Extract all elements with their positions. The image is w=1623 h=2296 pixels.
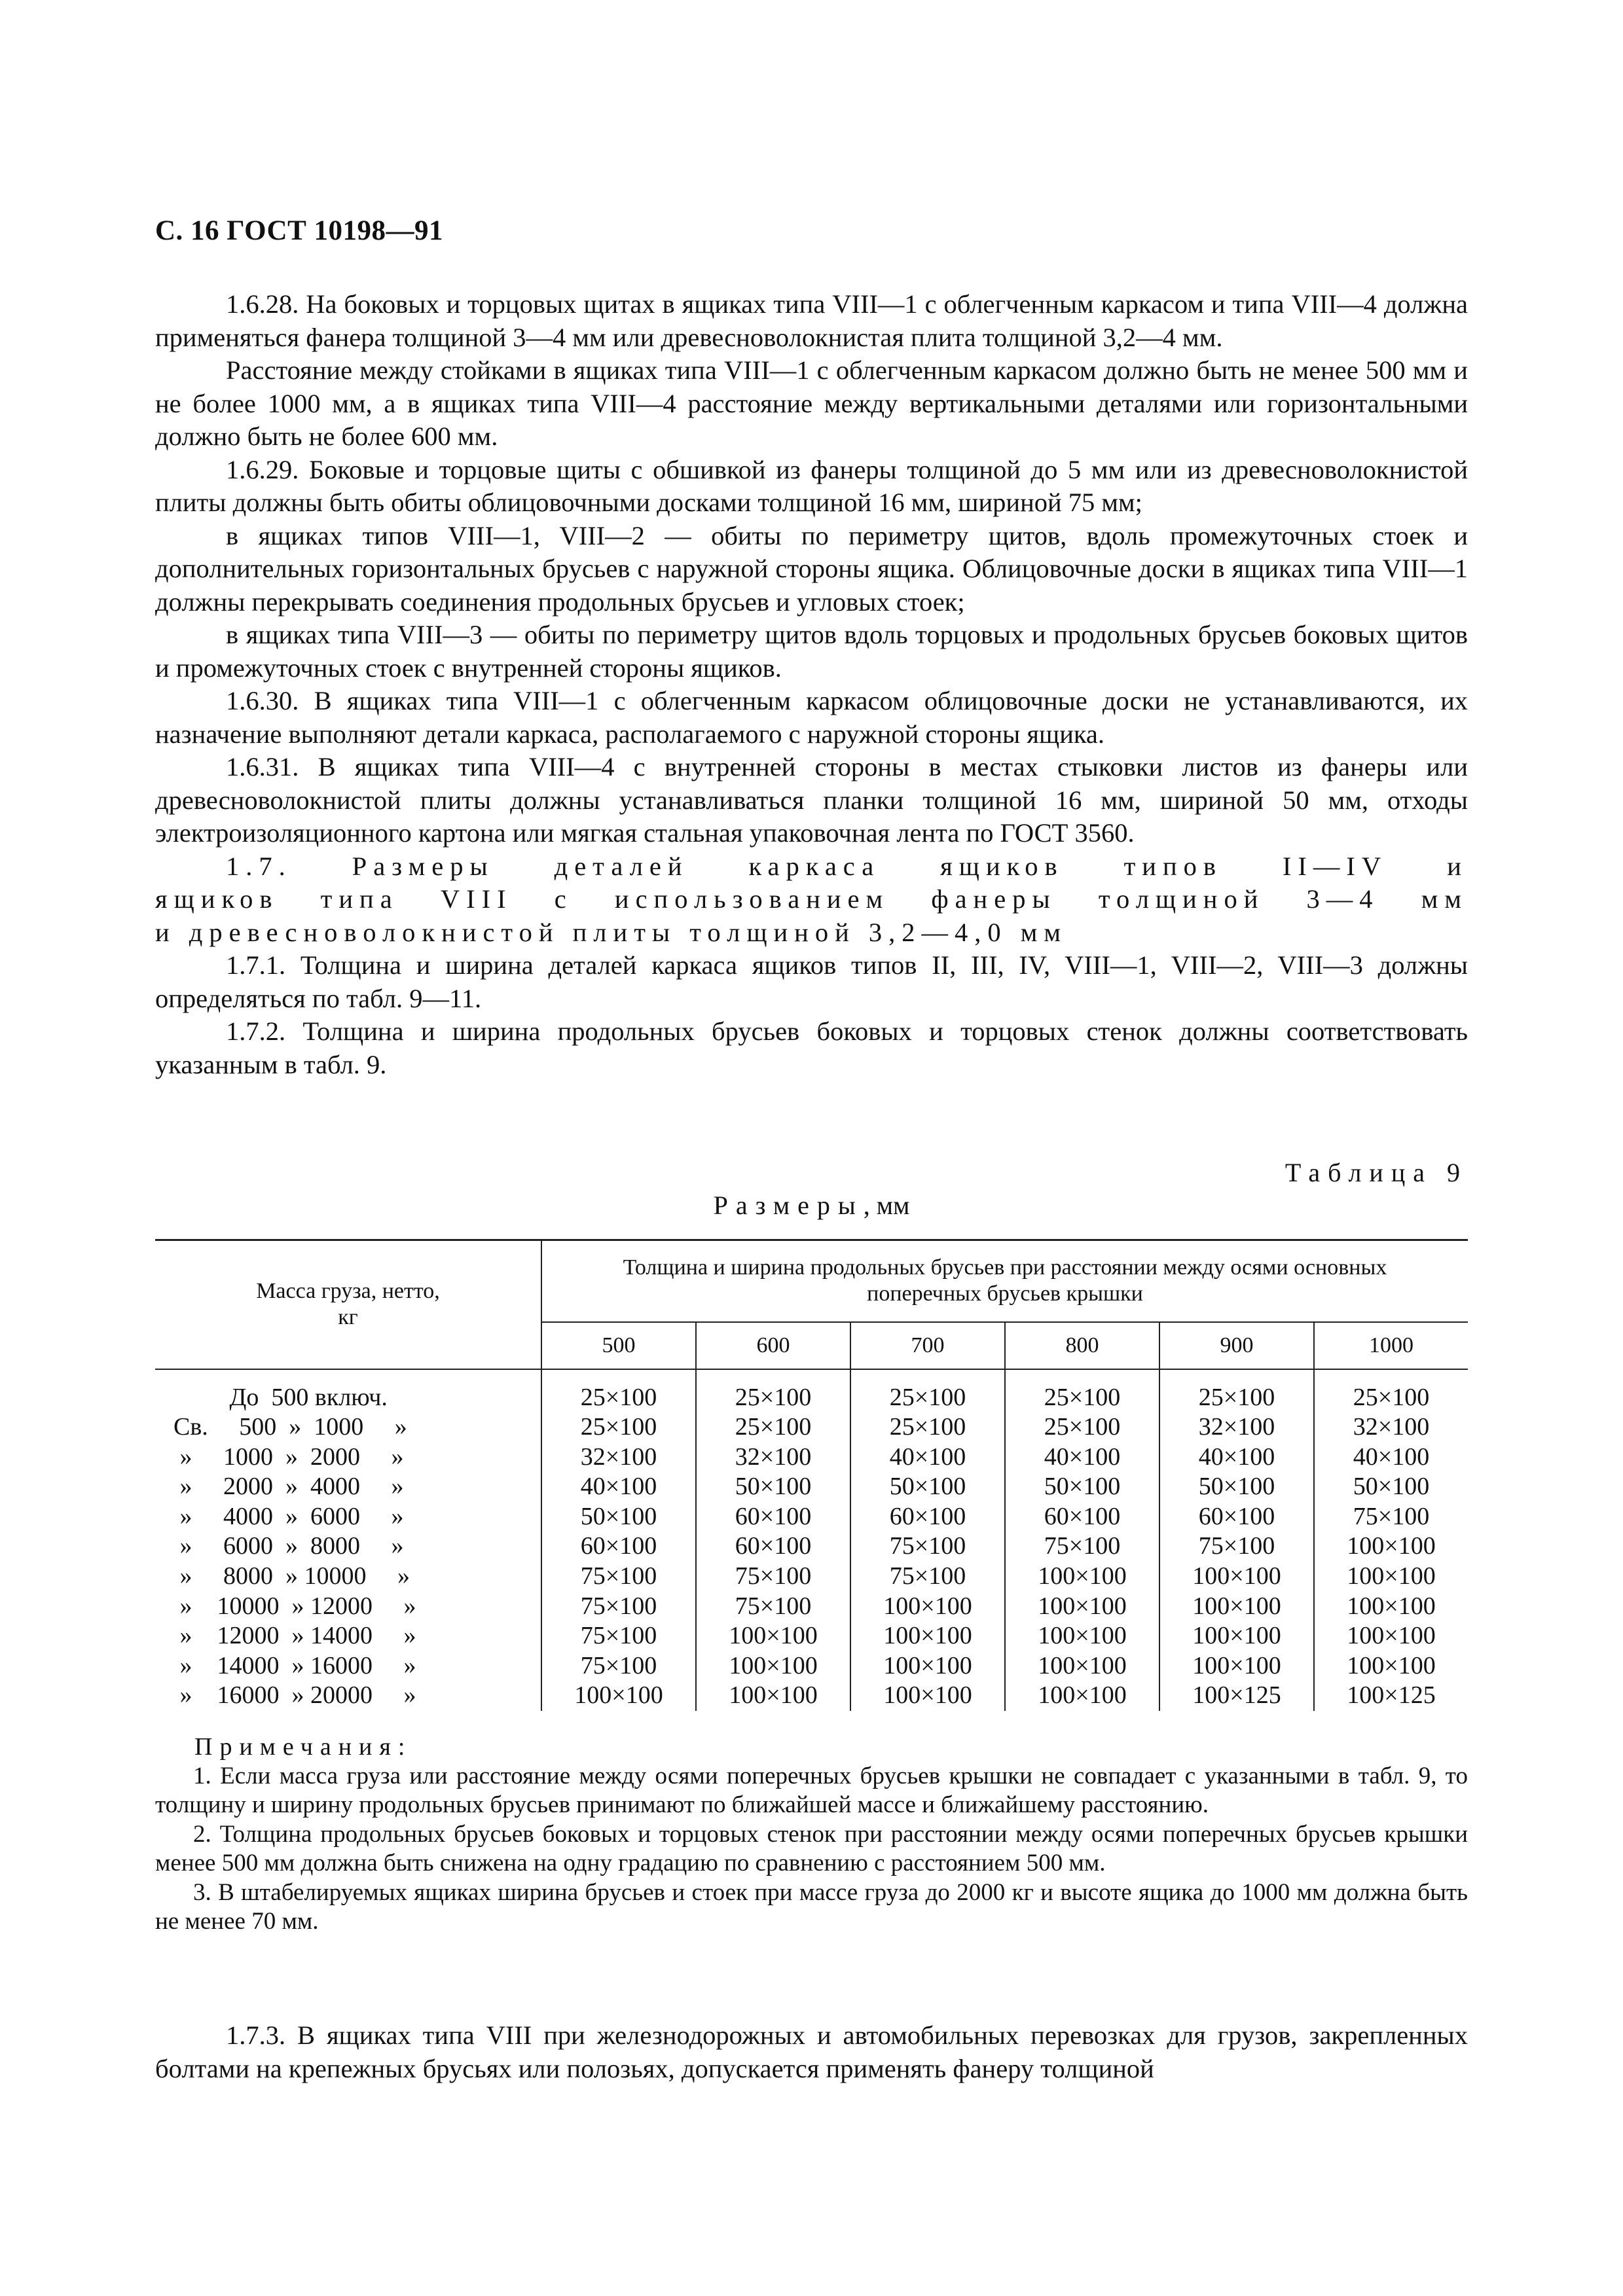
mass-cell: » 10000 » 12000 » [173, 1592, 416, 1620]
value-cell: 100×100 [850, 1592, 1005, 1622]
header-distance: 900 [1159, 1322, 1314, 1369]
table-row [155, 1562, 1468, 1592]
value-cell: 100×100 [1005, 1562, 1159, 1592]
header-distance: 1000 [1314, 1322, 1468, 1369]
value-cell: 75×100 [696, 1562, 850, 1592]
value-cell: 25×100 [696, 1412, 850, 1443]
value-cell: 100×100 [1314, 1562, 1468, 1592]
table-row [155, 1472, 1468, 1502]
value-cell: 100×100 [541, 1681, 696, 1711]
mass-cell: » 1000 » 2000 » [173, 1443, 404, 1471]
value-cell: 100×100 [696, 1651, 850, 1681]
value-cell: 75×100 [1159, 1532, 1314, 1562]
header-group: Толщина и ширина продольных брусьев при расстоянии между осями основных поперечных брусьев крышки [541, 1240, 1468, 1322]
value-cell: 50×100 [1005, 1472, 1159, 1502]
paragraph-distance: Расстояние между стойками в ящиках типа VIII—1 с облегченным каркасом должно быть не менее 500 мм и не более 1000 мм, а в ящиках типа VIII—4 расстояние между вертикальными деталями или горизонтальными должно быть не более 600 мм. [155, 355, 1468, 451]
value-cell: 50×100 [1314, 1472, 1468, 1502]
value-cell: 25×100 [696, 1369, 850, 1413]
mass-cell: До 500 включ. [173, 1383, 388, 1411]
table-units-word: Размеры [713, 1191, 864, 1220]
table-row [155, 1681, 1468, 1711]
value-cell: 75×100 [1005, 1532, 1159, 1562]
value-cell: 100×100 [1314, 1532, 1468, 1562]
value-cell: 100×100 [1159, 1592, 1314, 1622]
value-cell: 40×100 [1314, 1443, 1468, 1473]
note-2: 2. Толщина продольных брусьев боковых и торцовых стенок при расстоянии между осями поперечных брусьев крышки менее 500 мм должна быть снижена на одну градацию по сравнению с расстоянием 500 мм. [155, 1820, 1468, 1876]
value-cell: 100×100 [1005, 1681, 1159, 1711]
value-cell: 100×125 [1314, 1681, 1468, 1711]
table-row [155, 1443, 1468, 1473]
value-cell: 40×100 [1005, 1443, 1159, 1473]
value-cell: 50×100 [1159, 1472, 1314, 1502]
value-cell: 50×100 [541, 1502, 696, 1532]
table-row [155, 1621, 1468, 1651]
paragraph-types-viii-1-2: в ящиках типов VIII—1, VIII—2 — обиты по периметру щитов, вдоль промежуточных стоек и дополнительных горизонтальных брусьев с наружной стороны ящика. Облицовочные доски в ящиках типа VIII—1 должны перекрывать соединения продольных брусьев и угловых стоек; [155, 520, 1468, 617]
table-9 [155, 1239, 1468, 1711]
value-cell: 60×100 [1159, 1502, 1314, 1532]
header-mass: Масса груза, нетто, кг [155, 1240, 541, 1369]
value-cell: 40×100 [850, 1443, 1005, 1473]
value-cell: 25×100 [541, 1369, 696, 1413]
value-cell: 100×100 [850, 1681, 1005, 1711]
value-cell: 100×100 [1314, 1592, 1468, 1622]
value-cell: 75×100 [696, 1592, 850, 1622]
value-cell: 75×100 [541, 1562, 696, 1592]
value-cell: 32×100 [696, 1443, 850, 1473]
value-cell: 75×100 [541, 1592, 696, 1622]
section-1-7-heading-line2: ящиков типа VIII с использованием фанеры толщиной 3—4 мм [155, 884, 1468, 914]
section-1-7-heading-line1: 1.7. Размеры деталей каркаса ящиков типов II—IV и [226, 851, 1468, 881]
value-cell: 25×100 [1005, 1412, 1159, 1443]
paragraph-1-7-3: 1.7.3. В ящиках типа VIII при железнодорожных и автомобильных перевозках для грузов, закрепленных болтами на крепежных брусьях или полозьях, допускается применять фанеру толщиной [155, 2020, 1468, 2083]
mass-cell: » 12000 » 14000 » [173, 1622, 416, 1650]
value-cell: 25×100 [1314, 1369, 1468, 1413]
mass-cell: Св. 500 » 1000 » [173, 1413, 407, 1441]
value-cell: 50×100 [696, 1472, 850, 1502]
value-cell: 32×100 [541, 1443, 696, 1473]
table-row [155, 1651, 1468, 1681]
paragraph-type-viii-3: в ящиках типа VIII—3 — обиты по периметру щитов вдоль торцовых и продольных брусьев боковых щитов и промежуточных стоек с внутренней стороны ящиков. [155, 620, 1468, 683]
mass-cell: » 8000 » 10000 » [173, 1562, 410, 1590]
paragraph-1-6-29: 1.6.29. Боковые и торцовые щиты с обшивкой из фанеры толщиной до 5 мм или из древесноволокнистой плиты должны быть обиты облицовочными досками толщиной 16 мм, шириной 75 мм; [155, 454, 1468, 517]
value-cell: 100×100 [1005, 1592, 1159, 1622]
value-cell: 100×100 [1314, 1651, 1468, 1681]
value-cell: 40×100 [1159, 1443, 1314, 1473]
table-units-suffix: , мм [863, 1191, 910, 1220]
value-cell: 40×100 [541, 1472, 696, 1502]
paragraph-1-7-2: 1.7.2. Толщина и ширина продольных брусьев боковых и торцовых стенок должны соответствовать указанным в табл. 9. [155, 1016, 1468, 1079]
notes-title: Примечания: [194, 1733, 412, 1761]
bottom-text [155, 2018, 1468, 2085]
value-cell: 100×125 [1159, 1681, 1314, 1711]
value-cell: 100×100 [850, 1651, 1005, 1681]
mass-cell: » 14000 » 16000 » [173, 1651, 416, 1679]
value-cell: 60×100 [696, 1532, 850, 1562]
value-cell: 100×100 [1159, 1562, 1314, 1592]
value-cell: 25×100 [541, 1412, 696, 1443]
value-cell: 100×100 [1005, 1651, 1159, 1681]
table-row [155, 1369, 1468, 1413]
mass-cell: » 16000 » 20000 » [173, 1681, 416, 1710]
value-cell: 32×100 [1314, 1412, 1468, 1443]
mass-cell: » 4000 » 6000 » [173, 1502, 404, 1530]
value-cell: 25×100 [850, 1369, 1005, 1413]
value-cell: 25×100 [1005, 1369, 1159, 1413]
value-cell: 60×100 [696, 1502, 850, 1532]
section-1-7-heading-line3: и древесноволокнистой плиты толщиной 3,2—4,0 мм [155, 917, 1068, 947]
paragraph-1-7-1: 1.7.1. Толщина и ширина деталей каркаса ящиков типов II, III, IV, VIII—1, VIII—2, VIII—3 должны определяться по табл. 9—11. [155, 950, 1468, 1013]
note-1: 1. Если масса груза или расстояние между осями поперечных брусьев крышки не совпадает с указанными в табл. 9, то толщину и ширину продольных брусьев принимают по ближайшей массе и ближайшему расстоянию. [155, 1762, 1468, 1818]
value-cell: 75×100 [541, 1621, 696, 1651]
value-cell: 25×100 [850, 1412, 1005, 1443]
page-header: С. 16 ГОСТ 10198—91 [155, 215, 444, 246]
table-row [155, 1502, 1468, 1532]
header-distance: 700 [850, 1322, 1005, 1369]
value-cell: 75×100 [541, 1651, 696, 1681]
table-row [155, 1592, 1468, 1622]
value-cell: 100×100 [850, 1621, 1005, 1651]
value-cell: 100×100 [696, 1621, 850, 1651]
value-cell: 100×100 [1005, 1621, 1159, 1651]
value-cell: 60×100 [850, 1502, 1005, 1532]
table-units [155, 1190, 1468, 1221]
value-cell: 60×100 [541, 1532, 696, 1562]
table-row [155, 1532, 1468, 1562]
value-cell: 75×100 [850, 1532, 1005, 1562]
header-distance: 800 [1005, 1322, 1159, 1369]
value-cell: 75×100 [850, 1562, 1005, 1592]
value-cell: 25×100 [1159, 1369, 1314, 1413]
value-cell: 60×100 [1005, 1502, 1159, 1532]
value-cell: 32×100 [1159, 1412, 1314, 1443]
paragraph-1-6-30: 1.6.30. В ящиках типа VIII—1 с облегченным каркасом облицовочные доски не устанавливаются, их назначение выполняют детали каркаса, располагаемого с наружной стороны ящика. [155, 686, 1468, 749]
body-text [155, 288, 1468, 1081]
value-cell: 75×100 [1314, 1502, 1468, 1532]
mass-cell: » 2000 » 4000 » [173, 1473, 404, 1501]
paragraph-1-6-31: 1.6.31. В ящиках типа VIII—4 с внутренней стороны в местах стыковки листов из фанеры или древесноволокнистой плиты должны устанавливаться планки толщиной 16 мм, шириной 50 мм, отходы электроизоляционного картона или мягкая стальная упаковочная лента по ГОСТ 3560. [155, 752, 1468, 848]
header-distance: 600 [696, 1322, 850, 1369]
header-distance: 500 [541, 1322, 696, 1369]
value-cell: 100×100 [1314, 1621, 1468, 1651]
value-cell: 100×100 [1159, 1651, 1314, 1681]
paragraph-1-6-28: 1.6.28. На боковых и торцовых щитах в ящиках типа VIII—1 с облегченным каркасом и типа VIII—4 должна применяться фанера толщиной 3—4 мм или древесноволокнистая плита толщиной 3,2—4 мм. [155, 289, 1468, 352]
table-notes [155, 1732, 1468, 1937]
note-3: 3. В штабелируемых ящиках ширина брусьев и стоек при массе груза до 2000 кг и высоте ящика до 1000 мм должна быть не менее 70 мм. [155, 1878, 1468, 1935]
value-cell: 100×100 [1159, 1621, 1314, 1651]
table-row [155, 1412, 1468, 1443]
mass-cell: » 6000 » 8000 » [173, 1532, 404, 1560]
value-cell: 100×100 [696, 1681, 850, 1711]
table-caption: Таблица 9 [1285, 1158, 1468, 1187]
value-cell: 50×100 [850, 1472, 1005, 1502]
